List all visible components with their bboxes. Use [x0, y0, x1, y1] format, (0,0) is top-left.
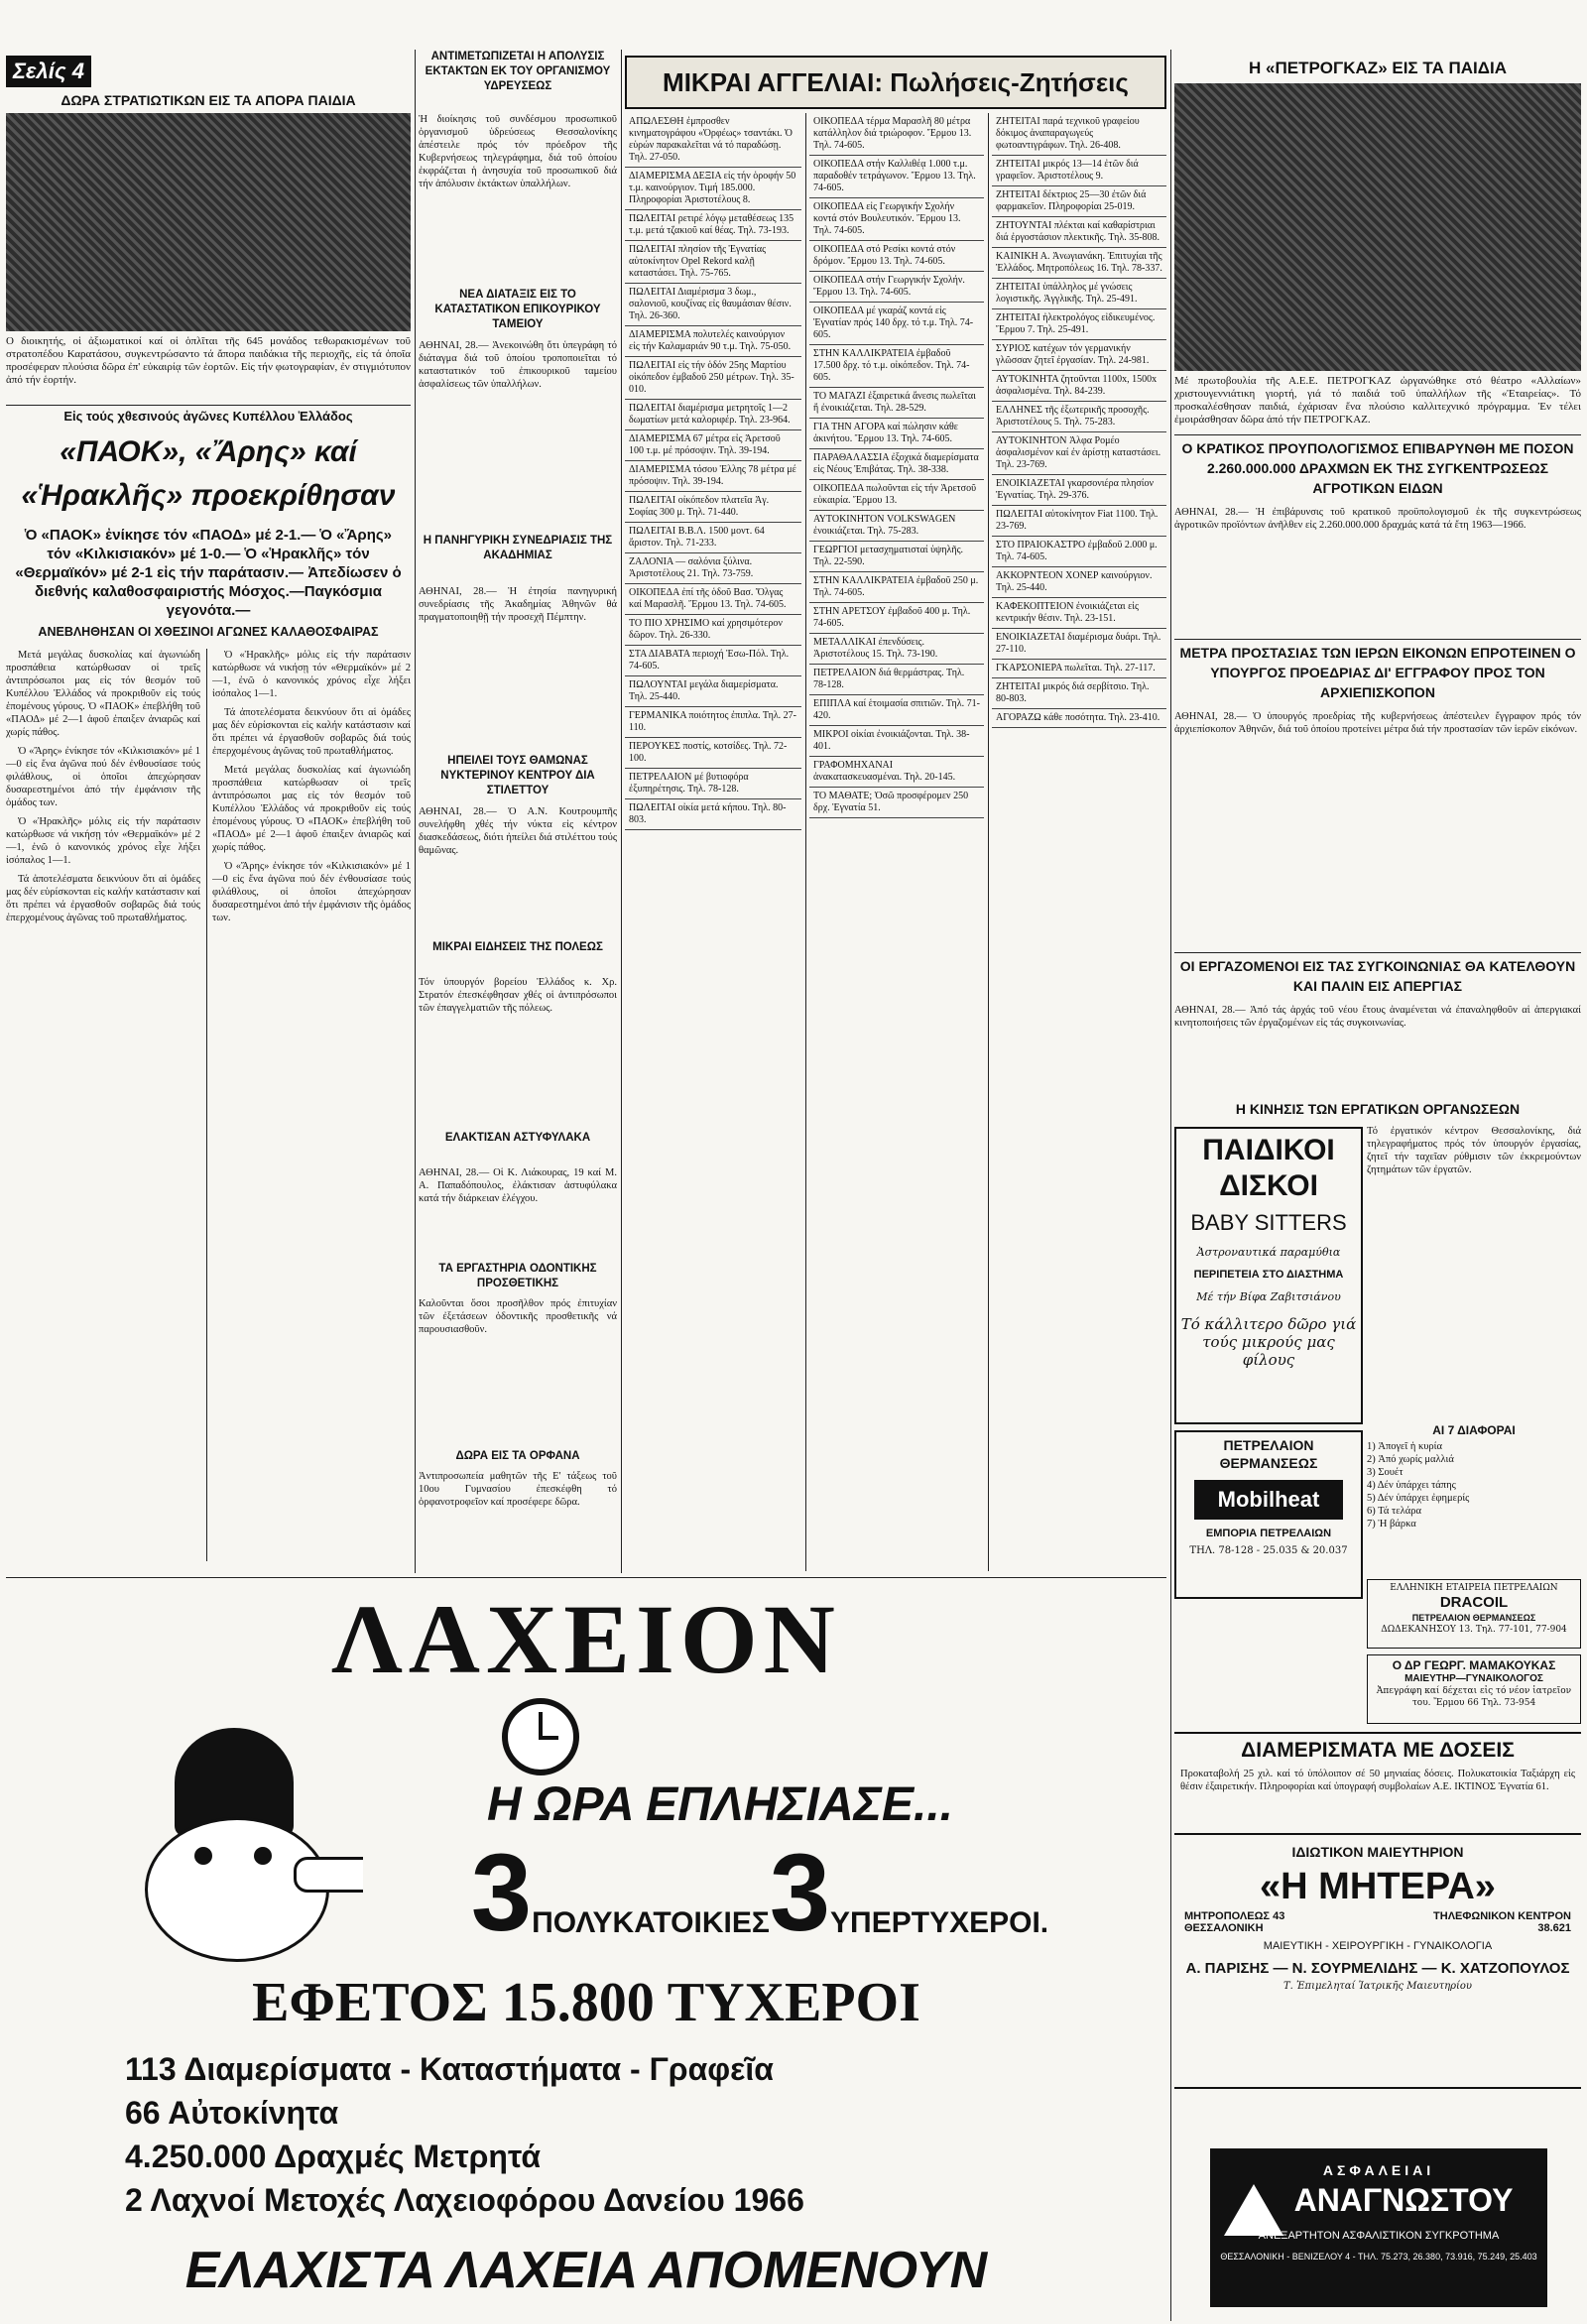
lottery-line2-b: ΥΠΕΡΤΥΧΕΡΟΙ.: [830, 1906, 1049, 1939]
diafores-item: 6) Τά τελάρα: [1367, 1506, 1421, 1517]
ad-mitera-t7: Α. ΠΑΡΙΣΗΣ — Ν. ΣΟΥΡΜΕΛΙΔΗΣ — Κ. ΧΑΤΖΟΠΟΥΛΟΣ: [1185, 1960, 1570, 1977]
classifieds: [625, 56, 1166, 1573]
lottery-line1: Η ΩΡΑ ΕΠΛΗΣΙΑΣΕ...: [487, 1778, 953, 1831]
ad-paidikoi-t5: ΠΕΡΙΠΕΤΕΙΑ ΣΤΟ ΔΙΑΣΤΗΜΑ: [1193, 1269, 1344, 1281]
sport-headline: «ΠΑΟΚ», «Ἄρης» καί «Ἡρακλῆς» προεκρίθησαν: [21, 435, 396, 512]
lottery-prize: 66 Αὐτοκίνητα: [125, 2095, 339, 2131]
diafores-item: 5) Δέν ὑπάρχει ἐφημερίς: [1367, 1493, 1470, 1504]
col2-h7: ΤΑ ΕΡΓΑΣΤΗΡΙΑ ΟΔΟΝΤΙΚΗΣ ΠΡΟΣΘΕΤΙΚΗΣ: [438, 1263, 597, 1289]
ad-dracoil: [1367, 1579, 1581, 1649]
ad-mobilheat-brand: Mobilheat: [1194, 1480, 1343, 1520]
classifieds-banner: ΜΙΚΡΑΙ ΑΓΓΕΛΙΑΙ: Πωλήσεις-Ζητήσεις: [625, 56, 1166, 109]
ad: ΑΥΤΟΚΙΝΗΤΟΝ VOLKSWAGEN ἐνοικιάζεται. Τηλ. 75-283.: [809, 511, 984, 542]
col2-h2: ΝΕΑ ΔΙΑΤΑΞΙΣ ΕΙΣ ΤΟ ΚΑΤΑΣΤΑΤΙΚΟΝ ΕΠΙΚΟΥΡΙΚΟΥ ΤΑΜΕΙΟΥ: [434, 289, 601, 330]
col1-title: ΔΩΡΑ ΣΤΡΑΤΙΩΤΙΚΩΝ ΕΙΣ ΤΑ ΑΠΟΡΑ ΠΑΙΔΙΑ: [61, 92, 356, 108]
ad: ΠΩΛΕΙΤΑΙ ρετιρέ λόγῳ μεταθέσεως 135 τ.μ. μετά τζακιοῦ καί θέας. Τηλ. 73-193.: [625, 210, 801, 241]
ad: ΟΙΚΟΠΕΔΑ τέρμα Μαρασλῆ 80 μέτρα κατάλληλον διά τριώροφον. Ἔρμου 13. Τηλ. 74-605.: [809, 113, 984, 156]
ad: ΠΩΛΕΙΤΑΙ Β.Β.Λ. 1500 μοντ. 64 ἄριστον. Τηλ. 71-233.: [625, 523, 801, 553]
ad: ΠΩΛΟΥΝΤΑΙ μεγάλα διαμερίσματα. Τηλ. 25-440.: [625, 676, 801, 707]
petrogaz-photo: [1174, 83, 1581, 371]
ad: ΓΙΑ ΤΗΝ ΑΓΟΡΑ καί πώλησιν κάθε ἀκινήτου. Ἔρμου 13. Τηλ. 74-605.: [809, 419, 984, 449]
diafores-title: ΑΙ 7 ΔΙΑΦΟΡΑΙ: [1432, 1424, 1516, 1437]
ad: ΠΕΤΡΕΛΑΙΟΝ διά θερμάστρας. Τηλ. 78-128.: [809, 665, 984, 695]
ad-mitera-t3: ΜΗΤΡΟΠΟΛΕΩΣ 43: [1184, 1910, 1285, 1922]
ad: ΟΙΚΟΠΕΔΑ ἐπί τῆς ὁδοῦ Βασ. Ὄλγας καί Μαρασλῆ. Ἔρμου 13. Τηλ. 74-605.: [625, 584, 801, 615]
col1-caption: Ο διοικητής, οἱ ἀξιωματικοί καί οἱ ὁπλῖται τῆς 645 μονάδος τεθωρακισμένων τοῦ στρατοπέδου Καρατάσου, συγκεντρώσαντο τά ἄπορα παιδάκια τῆς περιοχῆς, εἰς τά ὁποῖα προσέφεραν πλούσια δῶρα ἐπ' εὐκαιρίᾳ τῶν ἑορτῶν. Εἰς τήν φωτογραφίαν, ἐν στιγμιότυπον ἀπό τήν ἑορτήν.: [6, 335, 411, 386]
ad: ΖΗΤΕΙΤΑΙ δέκτριος 25—30 ἐτῶν διά φαρμακεῖον. Πληροφορίαι 25-019.: [992, 186, 1166, 217]
ad-dracoil-t2: DRACOIL: [1439, 1594, 1509, 1611]
ad-7-diafores: [1367, 1424, 1581, 1573]
diafores-item: 3) Σουέτ: [1367, 1467, 1404, 1478]
ad: ΟΙΚΟΠΕΔΑ πωλοῦνται εἰς τήν Ἀρετσοῦ εὐκαιρία. Ἔρμου 13.: [809, 480, 984, 511]
ad: ΑΚΚΟΡΝΤΕΟΝ ΧΟΝΕΡ καινούργιον. Τηλ. 25-440.: [992, 567, 1166, 598]
ad: ΖΗΤΕΙΤΑΙ μικρός διά σερβίτσιο. Τηλ. 80-803.: [992, 678, 1166, 709]
ad-paidikoi-t6: Μέ τήν Βίφα Ζαβιτσιάνου: [1196, 1290, 1341, 1303]
ad-paidikoi-diskoi: [1174, 1127, 1363, 1424]
ad: ΚΑΦΕΚΟΠΤΕΙΟΝ ἐνοικιάζεται εἰς κεντρικήν θέσιν. Τηλ. 23-151.: [992, 598, 1166, 629]
col2-h3: Η ΠΑΝΗΓΥΡΙΚΗ ΣΥΝΕΔΡΙΑΣΙΣ ΤΗΣ ΑΚΑΔΗΜΙΑΣ: [423, 535, 613, 561]
ad: ΔΙΑΜΕΡΙΣΜΑ τόσου Ἐλλης 78 μέτρα μέ πρόσοψιν. Τηλ. 39-194.: [625, 461, 801, 492]
ad: ΟΙΚΟΠΕΔΑ στήν Καλλιθέᾳ 1.000 τ.μ. παραδοθέν τετράγωνον. Ἔρμου 13. Τηλ. 74-605.: [809, 156, 984, 198]
ad: ΑΥΤΟΚΙΝΗΤΟΝ Ἀλφα Ρομέο ἀσφαλισμένον καί ἐν ἀρίστῃ καταστάσει. Τηλ. 23-769.: [992, 432, 1166, 475]
col2-h8: ΔΩΡΑ ΕΙΣ ΤΑ ΟΡΦΑΝΑ: [455, 1450, 580, 1462]
ad-paidikoi-t3: BABY SITTERS: [1190, 1210, 1347, 1235]
ad-paidikoi-t4: Ἀστροναυτικά παραμύθια: [1196, 1246, 1341, 1259]
col2-h5: ΜΙΚΡΑΙ ΕΙΔΗΣΕΙΣ ΤΗΣ ΠΟΛΕΩΣ: [432, 941, 603, 953]
ad: ΠΩΛΕΙΤΑΙ αὐτοκίνητον Fiat 1100. Τηλ. 23-769.: [992, 506, 1166, 537]
ad-mitera-t1: ΙΔΙΩΤΙΚΟΝ ΜΑΙΕΥΤΗΡΙΟΝ: [1291, 1844, 1464, 1860]
col5-body3: ΑΘΗΝΑΙ, 28.— Ἀπό τάς ἀρχάς τοῦ νέου ἔτους ἀναμένεται νά ἐπαναληφθοῦν αἱ ἀπεργιακαί κινητοποιήσεις τῶν ἐργαζομένων εἰς τάς συγκοινωνίας.: [1174, 1005, 1581, 1029]
ad: ΖΗΤΕΙΤΑΙ ἠλεκτρολόγος εἰδικευμένος. Ἔρμου 7. Τηλ. 25-491.: [992, 309, 1166, 340]
col5-title: Η «ΠΕΤΡΟΓΚΑΖ» ΕΙΣ ΤΑ ΠΑΙΔΙΑ: [1249, 59, 1507, 77]
soldiers-photo: [6, 113, 411, 331]
ad: ΓΕΡΜΑΝΙΚΑ ποιότητος ἐπιπλα. Τηλ. 27-110.: [625, 707, 801, 738]
ad: ΜΙΚΡΟΙ οἰκίαι ἐνοικιάζονται. Τηλ. 38-401.: [809, 726, 984, 757]
ad: ΜΕΤΑΛΛΙΚΑΙ ἐπενδύσεις. Ἀριστοτέλους 15. Τηλ. 73-190.: [809, 634, 984, 665]
sport-kicker: Εἰς τούς χθεσινούς ἀγῶνες Κυπέλλου Ἑλλάδος: [63, 409, 353, 424]
lottery-prize: 113 Διαμερίσματα - Καταστήματα - Γραφεῖα: [125, 2051, 774, 2087]
col5-caption: Μέ πρωτοβουλία τῆς Α.Ε.Ε. ΠΕΤΡΟΓΚΑΖ ὠργανώθηκε στό θέατρο «Αλλαίων» χριστουγεννιάτικη γιορτή, γιά τό παιδιά τοῦ ὑπαλλήλων τῆς «Ἑταιρείας». Τό προσκαλέσθησαν παιδιά, ἐχάρισαν ἕνα πλούσιο καλλιτεχνικό πρόγραμμα. Ἐν τέλει ἐμοιράσθησαν δῶρα ἀπό τήν ΠΕΤΡΟΓΚΑΖ.: [1174, 375, 1581, 426]
ad-doseis-title: ΔΙΑΜΕΡΙΣΜΑΤΑ ΜΕ ΔΟΣΕΙΣ: [1241, 1739, 1515, 1762]
ad: ΤΟ ΠΙΟ ΧΡΗΣΙΜΟ καί χρησιμότερον δῶρον. Τηλ. 26-330.: [625, 615, 801, 646]
ad-mobilheat-t1: ΠΕΤΡΕΛΑΙΟΝ ΘΕΡΜΑΝΣΕΩΣ: [1219, 1437, 1318, 1471]
col2-body: Ἡ διοίκησις τοῦ συνδέσμου προσωπικοῦ ὀργανισμοῦ ὑδρεύσεως Θεσσαλονίκης ἀπέστειλε πρός τόν πρόεδρον τῆς Κυβερνήσεως τηλεγράφημα, διά τοῦ ὁποίου ἐκφράζεται ἡ ἀνησυχία τοῦ προσωπικοῦ διά τήν ἀπόλυσιν ἐκτάκτων ὑπαλλήλων.: [419, 114, 617, 189]
col5-h1: Ο ΚΡΑΤΙΚΟΣ ΠΡΟΥΠΟΛΟΓΙΣΜΟΣ ΕΠΙΒΑΡΥΝΘΗ ΜΕ ΠΟΣΟΝ 2.260.000.000 ΔΡΑΧΜΩΝ ΕΚ ΤΗΣ ΣΥΓΚΕΝΤΡΩΣΕΩΣ ΑΓΡΟΤΙΚΩΝ ΕΙΔΩΝ: [1181, 440, 1574, 496]
ads-col-b: [809, 113, 984, 1571]
ad: ΑΥΤΟΚΙΝΗΤΑ ζητοῦνται 1100x, 1500x ἀσφαλισμένα. Τηλ. 84-239.: [992, 371, 1166, 402]
ad: ΖΗΤΕΙΤΑΙ μικρός 13—14 ἐτῶν διά γραφεῖον. Ἀριστοτέλους 9.: [992, 156, 1166, 186]
sport-body-cont: Ὁ «Ἡρακλῆς» μόλις εἰς τήν παράτασιν κατώρθωσε νά νικήσῃ τόν «Θερμαϊκόν» μέ 2—1, ἐνῶ ὁ κανονικός χρόνος εἶχε λήξει ἰσόπαλος 1—1. Τά ἀποτελέσματα δεικνύουν ὅτι αἱ ὁμάδες μας δέν εὑρίσκονται εἰς καλήν κατάστασιν καί ὅτι πρέπει νά ἐργασθοῦν σοβαρῶς διά τούς ἐπερχομένους ἀγῶνας τοῦ πρωταθλήματος. Μετά μεγάλας δυσκολίας καί ἀγωνιώδη προσπάθεια κατώρθωσαν οἱ τρεῖς ἀντιπρόσωποι μας εἰς τόν θεσμόν τοῦ Κυπέλλου Ἑλλάδος νά προκριθοῦν εἰς τούς ἑπομένους γύρους. Ὁ «ΠΑΟΚ» ἐπεβλήθη τοῦ «ΠΑΟΔ» μέ 2—1 ἀφοῦ ἐπαιξεν ἀνιαρῶς καί χωρίς πάθος. Ὁ «Ἄρης» ἐνίκησε τόν «Κιλκισιακόν» μέ 1—0 εἰς ἕνα ἀγῶνα πού δέν ἐνθουσίασε τούς φιλάθλους, οἱ ὁποῖοι ἀπεχώρησαν δυσαρεστημένοι ἀπό τήν ἐμφάνισιν τῆς ὁμάδος των.: [212, 650, 411, 923]
ad: ΣΤΗΝ ΚΑΛΛΙΚΡΑΤΕΙΑ ἐμβαδοῦ 17.500 δρχ. τό τ.μ. οἰκόπεδον. Τηλ. 74-605.: [809, 345, 984, 388]
ad-mitera-t2: «Η ΜΗΤΕΡΑ»: [1260, 1866, 1496, 1907]
ad: ΠΩΛΕΙΤΑΙ πλησίον τῆς Ἐγνατίας αὐτοκίνητον Opel Rekord καλῇ καταστάσει. Τηλ. 75-765.: [625, 241, 801, 284]
ad: ΖΗΤΕΙΤΑΙ ὑπάλληλος μέ γνώσεις λογιστικῆς. Ἀγγλικῆς. Τηλ. 25-491.: [992, 279, 1166, 309]
ad-dracoil-t4: ΔΩΔΕΚΑΝΗΣΟΥ 13. Τηλ. 77-101, 77-904: [1381, 1625, 1567, 1635]
ad: ΤΟ ΜΑΓΑΖΙ ἐξαιρετικά ἄνεσις πωλεῖται ἤ ἐνοικιάζεται. Τηλ. 28-529.: [809, 388, 984, 419]
lottery-prizes: [125, 2047, 1117, 2226]
ad-mobilheat-t2: ΕΜΠΟΡΙΑ ΠΕΤΡΕΛΑΙΩΝ: [1205, 1528, 1332, 1539]
ad: ΖΑΛΟΝΙΑ — σαλόνια ξύλινα. Ἀριστοτέλους 21. Τηλ. 73-759.: [625, 553, 801, 584]
ad: ΠΕΤΡΕΛΑΙΟΝ μέ βυτιοφόρα ἐξυπηρέτησις. Τηλ. 78-128.: [625, 769, 801, 799]
column-right: [1174, 56, 1581, 2317]
ad-doctor-t1: Ο ΔΡ ΓΕΩΡΓ. ΜΑΜΑΚΟΥΚΑΣ: [1392, 1658, 1556, 1672]
triangle-logo-icon: [1224, 2184, 1283, 2236]
ad: ΣΤΟ ΠΡΑΙΟΚΑΣΤΡΟ ἐμβαδοῦ 2.000 μ. Τηλ. 74-605.: [992, 537, 1166, 567]
ad: ΠΩΛΕΙΤΑΙ διαμέρισμα μετρητοῖς 1—2 δωματίων μετά καλοριφέρ. Τηλ. 23-964.: [625, 400, 801, 430]
ad: ΓΚΑΡΣΟΝΙΕΡΑ πωλεῖται. Τηλ. 27-117.: [992, 660, 1166, 678]
ad: ΠΑΡΑΘΑΛΑΣΣΙΑ ἐξοχικά διαμερίσματα εἰς Νέους Ἐπιβάτας. Τηλ. 38-338.: [809, 449, 984, 480]
ad-mitera: [1174, 1841, 1581, 2089]
col5-h4: Η ΚΙΝΗΣΙΣ ΤΩΝ ΕΡΓΑΤΙΚΩΝ ΟΡΓΑΝΩΣΕΩΝ: [1235, 1101, 1521, 1117]
section-tag: Σελίς 4: [6, 56, 91, 87]
diafores-item: 2) Ἀπό χωρίς μαλλιά: [1367, 1454, 1454, 1465]
col2-body6: ΑΘΗΝΑΙ, 28.— Οἱ Κ. Λιάκουρας, 19 καί Μ. Α. Παπαδόπουλος, ἐλάκτισαν ἀστυφύλακα κατά τήν διάρκειαν ἐλέγχου.: [419, 1167, 617, 1204]
ad-mobilheat: [1174, 1430, 1363, 1599]
diafores-item: 7) Ἡ βάρκα: [1367, 1519, 1416, 1529]
col5-body4: Τό ἐργατικόν κέντρον Θεσσαλονίκης, διά τηλεγραφήματος πρός τόν ὑπουργόν ἐργασίας, ζητεῖ τήν ταχεῖαν ρύθμισιν τῶν ἐκκρεμούντων ζητημάτων τῶν ἐργατῶν.: [1367, 1126, 1581, 1175]
lottery-num-2: 3: [769, 1832, 831, 1948]
ad: ΟΙΚΟΠΕΔΑ μέ γκαράζ κοντά εἰς Ἐγνατίαν πρός 140 δρχ. τό τ.μ. Τηλ. 74-605.: [809, 303, 984, 345]
ad-mobilheat-t3: ΤΗΛ. 78-128 - 25.035 & 20.037: [1189, 1545, 1348, 1556]
ad-mitera-t5: ΤΗΛΕΦΩΝΙΚΟΝ ΚΕΝΤΡΟΝ 38.621: [1433, 1910, 1571, 1934]
sport-body: Μετά μεγάλας δυσκολίας καί ἀγωνιώδη προσπάθεια κατώρθωσαν οἱ τρεῖς ἀντιπρόσωποι μας εἰς τόν θεσμόν τοῦ Κυπέλλου Ἑλλάδος νά προκριθοῦν εἰς τούς ἑπομένους γύρους. Ὁ «ΠΑΟΚ» ἐπεβλήθη τοῦ «ΠΑΟΔ» μέ 2—1 ἀφοῦ ἐπαιξεν ἀνιαρῶς καί χωρίς πάθος. Ὁ «Ἄρης» ἐνίκησε τόν «Κιλκισιακόν» μέ 1—0 εἰς ἕνα ἀγῶνα πού δέν ἐνθουσίασε τούς φιλάθλους, οἱ ὁποῖοι ἀπεχώρησαν δυσαρεστημένοι ἀπό τήν ἐμφάνισιν τῆς ὁμάδος των. Ὁ «Ἡρακλῆς» μόλις εἰς τήν παράτασιν κατώρθωσε νά νικήσῃ τόν «Θερμαϊκόν» μέ 2—1, ἐνῶ ὁ κανονικός χρόνος εἶχε λήξει ἰσόπαλος 1—1. Τά ἀποτελέσματα δεικνύουν ὅτι αἱ ὁμάδες μας δέν εὑρίσκονται εἰς καλήν κατάστασιν καί ὅτι πρέπει νά ἐργασθοῦν σοβαρῶς διά τούς ἐπερχομένους ἀγῶνας τοῦ πρωταθλήματος.: [6, 650, 200, 923]
col2-body5: Τόν ὑπουργόν βορείου Ἑλλάδος κ. Χρ. Στρατόν ἐπεσκέφθησαν χθές οἱ ἀντιπρόσωποι τῶν ἐπαγγελματιῶν τῆς πόλεως.: [419, 977, 617, 1014]
ad: ΔΙΑΜΕΡΙΣΜΑ 67 μέτρα εἰς Ἀρετσοῦ 100 τ.μ. μέ πρόσοψιν. Τηλ. 39-194.: [625, 430, 801, 461]
ad: ΖΗΤΟΥΝΤΑΙ πλέκται καί καθαρίστριαι διά ἐργοστάσιον πλεκτικῆς. Τηλ. 35-808.: [992, 217, 1166, 248]
col2-h4: ΗΠΕΙΛΕΙ ΤΟΥΣ ΘΑΜΩΝΑΣ ΝΥΚΤΕΡΙΝΟΥ ΚΕΝΤΡΟΥ ΔΙΑ ΣΤΙΛΕΤΤΟΥ: [440, 755, 595, 796]
ad-doseis: [1174, 1732, 1581, 1835]
col2-body3: ΑΘΗΝΑΙ, 28.— Ἡ ἐτησία πανηγυρική συνεδρίασις τῆς Ἀκαδημίας Ἀθηνῶν θά πραγματοποιηθῇ τήν προσεχῆ Πέμπτην.: [419, 586, 617, 623]
lottery-num-1: 3: [470, 1832, 533, 1948]
ad-mitera-t4: ΘΕΣΣΑΛΟΝΙΚΗ: [1184, 1922, 1264, 1934]
ad-insurance-t1: ΑΣΦΑΛΕΙΑΙ: [1322, 2162, 1435, 2178]
clock-icon: [502, 1698, 579, 1775]
ad-paidikoi-t7: Τό κάλλιτερο δῶρο γιά τούς μικρούς μας φίλους: [1180, 1315, 1357, 1369]
ad-mitera-t8: Τ. Ἐπιμεληταί Ἰατρικῆς Μαιευτηρίου: [1282, 1981, 1473, 1992]
ad: ΓΡΑΦΟΜΗΧΑΝΑΙ ἀνακατασκευασμέναι. Τηλ. 20-145.: [809, 757, 984, 788]
ad: ΠΩΛΕΙΤΑΙ οἰκόπεδον πλατεῖα Ἀγ. Σοφίας 300 μ. Τηλ. 71-440.: [625, 492, 801, 523]
col2-title: ΑΝΤΙΜΕΤΩΠΙΖΕΤΑΙ Η ΑΠΟΛΥΣΙΣ ΕΚΤΑΚΤΩΝ ΕΚ ΤΟΥ ΟΡΓΑΝΙΣΜΟΥ ΥΔΡΕΥΣΕΩΣ: [425, 51, 611, 92]
ad-dracoil-t1: ΕΛΛΗΝΙΚΗ ΕΤΑΙΡΕΙΑ ΠΕΤΡΕΛΑΙΩΝ: [1390, 1583, 1558, 1593]
ads-col-c: [992, 113, 1166, 1571]
diafores-item: 4) Δέν ὑπάρχει τάπης: [1367, 1480, 1456, 1491]
ad: ΔΙΑΜΕΡΙΣΜΑ ΔΕΞΙΑ εἰς τήν ὁροφήν 50 τ.μ. καινούργιον. Τιμή 185.000. Πληροφορίαι Ἀριστοτέλους 8.: [625, 168, 801, 210]
col2-body7: Καλοῦνται ὅσοι προσῆλθον πρός ἐπιτυχίαν τῶν ἐξετάσεων ὀδοντικῆς προσθετικῆς νά παρουσιασθοῦν.: [419, 1298, 617, 1335]
ad: ΠΩΛΕΙΤΑΙ εἰς τήν ὁδόν 25ης Μαρτίου οἰκόπεδον ἐμβαδοῦ 250 μέτρων. Τηλ. 35-010.: [625, 357, 801, 400]
ad: ΤΟ ΜΑΘΑΤΕ; Ὁσῶ προσφέρομεν 250 δρχ. Ἐγνατία 51.: [809, 788, 984, 818]
lottery-line3: ΕΦΕΤΟΣ 15.800 ΤΥΧΕΡΟΙ: [252, 1972, 920, 2033]
column-news: [419, 50, 617, 1573]
col2-body2: ΑΘΗΝΑΙ, 28.— Ἀνεκοινώθη ὅτι ὑπεγράφη τό διάταγμα διά τοῦ ὁποίου τροποποιεῖται τό καταστατικόν τοῦ ἐπικουρικοῦ ταμείου ἀσφαλίσεως τῶν ὑπαλλήλων.: [419, 340, 617, 390]
diafores-item: 1) Ἀπογεῖ ἡ κυρία: [1367, 1441, 1442, 1452]
ad: ΟΙΚΟΠΕΔΑ εἰς Γεωργικήν Σχολήν κοντά στόν Βουλευτικόν. Ἔρμου 13. Τηλ. 74-605.: [809, 198, 984, 241]
ad: ΟΙΚΟΠΕΔΑ στήν Γεωργικήν Σχολήν. Ἔρμου 13. Τηλ. 74-605.: [809, 272, 984, 303]
ad-insurance-t4: ΘΕΣΣΑΛΟΝΙΚΗ - ΒΕΝΙΖΕΛΟΥ 4 - ΤΗΛ. 75.273, 26.380, 73.916, 75.249, 25.403: [1220, 2252, 1537, 2262]
ad: ΔΙΑΜΕΡΙΣΜΑ πολυτελές καινούργιον εἰς τήν Καλαμαριάν 90 τ.μ. Τηλ. 75-050.: [625, 326, 801, 357]
col5-h2: ΜΕΤΡΑ ΠΡΟΣΤΑΣΙΑΣ ΤΩΝ ΙΕΡΩΝ ΕΙΚΟΝΩΝ ΕΠΡΟΤΕΙΝΕΝ Ο ΥΠΟΥΡΓΟΣ ΠΡΟΕΔΡΙΑΣ ΔΙ' ΕΓΓΡΑΦΟΥ ΠΡΟΣ ΤΟΝ ΑΡΧΙΕΠΙΣΚΟΠΟΝ: [1179, 645, 1576, 700]
ad-paidikoi-t2: ΔΙΣΚΟΙ: [1219, 1169, 1318, 1202]
col5-body1: ΑΘΗΝΑΙ, 28.— Ἡ ἐπιβάρυνσις τοῦ κρατικοῦ προϋπολογισμοῦ ἐκ τῆς συγκεντρώσεως ἀγροτικῶν προϊόντων ἀνῆλθεν εἰς 2.260.000.000 δραχμάς κατά τά ἔτη 1963—1966.: [1174, 507, 1581, 531]
ad: ΟΙΚΟΠΕΔΑ στό Ρεσίκι κοντά στόν δρόμον. Ἔρμου 13. Τηλ. 74-605.: [809, 241, 984, 272]
lottery-footer: ΕΛΑΧΙΣΤΑ ΛΑΧΕΙΑ ΑΠΟΜΕΝΟΥΝ: [184, 2242, 988, 2299]
ad-mitera-t6: ΜΑΙΕΥΤΙΚΗ - ΧΕΙΡΟΥΡΓΙΚΗ - ΓΥΝΑΙΚΟΛΟΓΙΑ: [1263, 1940, 1493, 1952]
lottery-ad: [6, 1581, 1166, 2315]
ad-doctor-t3: Ἀπεγράφη καί δέχεται εἰς τό νέον ἰατρεῖον του. Ἔρμου 66 Τηλ. 73-954: [1376, 1686, 1572, 1708]
ad-insurance-t3: ΑΝΕΞΑΡΤΗΤΟΝ ΑΣΦΑΛΙΣΤΙΚΟΝ ΣΥΓΚΡΟΤΗΜΑ: [1258, 2230, 1500, 2242]
sport-subhead: ΑΝΕΒΛΗΘΗΣΑΝ ΟΙ ΧΘΕΣΙΝΟΙ ΑΓΩΝΕΣ ΚΑΛΑΘΟΣΦΑΙΡΑΣ: [38, 625, 379, 639]
ad: ΣΤΑ ΔΙΑΒΑΤΑ περιοχή Ἐσω-Πόλ. Τηλ. 74-605.: [625, 646, 801, 676]
ad-insurance-t2: ΑΝΑΓΝΩΣΤΟΥ: [1293, 2182, 1514, 2218]
ad: ΑΓΟΡΑΖΩ κάθε ποσότητα. Τηλ. 23-410.: [992, 709, 1166, 728]
col2-body4: ΑΘΗΝΑΙ, 28.— Ὁ Α.Ν. Κουτρουμπῆς συνελήφθη χθές τήν νύκτα εἰς κέντρον διασκεδάσεως, διότι ἠπείλει διά στιλέττου τούς θαμῶνας.: [419, 806, 617, 856]
ad: ΣΥΡΙΟΣ κατέχων τόν γερμανικήν γλῶσσαν ζητεῖ ἐργασίαν. Τηλ. 24-981.: [992, 340, 1166, 371]
ad: ΣΤΗΝ ΚΑΛΛΙΚΡΑΤΕΙΑ ἐμβαδοῦ 250 μ. Τηλ. 74-605.: [809, 572, 984, 603]
col5-h3: ΟΙ ΕΡΓΑΖΟΜΕΝΟΙ ΕΙΣ ΤΑΣ ΣΥΓΚΟΙΝΩΝΙΑΣ ΘΑ ΚΑΤΕΛΘΟΥΝ ΚΑΙ ΠΑΛΙΝ ΕΙΣ ΑΠΕΡΓΙΑΣ: [1179, 958, 1576, 994]
lottery-title: ΛΑΧΕΙΟΝ: [331, 1585, 841, 1694]
ad: ΕΛΛΗΝΕΣ τῆς ἐξωτερικῆς προσοχῆς. Ἀριστοτέλους 5. Τηλ. 75-283.: [992, 402, 1166, 432]
col2-body8: Ἀντιπροσωπεία μαθητῶν τῆς Ε' τάξεως τοῦ 10ου Γυμνασίου ἐπεσκέφθη τό ὀρφανοτροφεῖον καί προσέφερε δῶρα.: [419, 1471, 617, 1508]
lottery-line2: [363, 1829, 1157, 1948]
column-left: [6, 56, 411, 1573]
ad: ΑΠΩΛΕΣΘΗ ἐμπροσθεν κινηματογράφου «Ὀρφέως» τσαντάκι. Ὁ εὑρών παρακαλεῖται νά τό παραδώσῃ. Τηλ. 27-050.: [625, 113, 801, 168]
santa-illustration: [115, 1728, 363, 1966]
ad: ΖΗΤΕΙΤΑΙ παρά τεχνικοῦ γραφείου δόκιμος ἀναπαραγωγεύς φωτοαντιγράφων. Τηλ. 26-408.: [992, 113, 1166, 156]
ad-doctor: [1367, 1654, 1581, 1724]
lottery-line2-a: ΠΟΛΥΚΑΤΟΙΚΙΕΣ: [532, 1906, 770, 1939]
ad-doseis-body: Προκαταβολή 25 χιλ. καί τό ὑπόλοιπον σέ 50 μηνιαίας δόσεις. Πολυκατοικία Ταξιάρχη εἰς θέσιν ἐξαιρετικήν. Πληροφορίαι καί ὑπογραφή συμβολαίων Α.Ε. ΙΚΤΙΝΟΣ Ἐγνατία 61.: [1180, 1769, 1575, 1792]
ads-col-a: [625, 113, 801, 1571]
ad-paidikoi-t1: ΠΑΙΔΙΚΟΙ: [1202, 1134, 1335, 1166]
lottery-prize: 4.250.000 Δραχμές Μετρητά: [125, 2139, 542, 2174]
ad: ΕΠΙΠΛΑ καί ἑτοιμασία σπιτιῶν. Τηλ. 71-420.: [809, 695, 984, 726]
lottery-prize: 2 Λαχνοί Μετοχές Λαχειοφόρου Δανείου 1966: [125, 2182, 804, 2218]
col5-body2: ΑΘΗΝΑΙ, 28.— Ὁ ὑπουργός προεδρίας τῆς κυβερνήσεως ἀπέστειλεν ἔγγραφον πρός τόν ἀρχιεπίσκοπον Ἀθηνῶν, διά τοῦ ὁποίου προτείνει μέτρα διά τήν προστασίαν τῶν ἱερῶν εἰκόνων.: [1174, 711, 1581, 735]
ad: ΚΑΙΝΙΚΗ Α. Ἀνωγιανάκη. Ἐπιτυχίαι τῆς Ἑλλάδος. Μητροπόλεως 16. Τηλ. 78-337.: [992, 248, 1166, 279]
ad-insurance: [1210, 2148, 1547, 2307]
ad: ΠΩΛΕΙΤΑΙ οἰκία μετά κήπου. Τηλ. 80-803.: [625, 799, 801, 830]
ad: ΕΝΟΙΚΙΑΖΕΤΑΙ γκαρσονιέρα πλησίον Ἐγνατίας. Τηλ. 29-376.: [992, 475, 1166, 506]
ad: ΓΕΩΡΓΙΟΙ μετασχηματισταί ὑψηλῆς. Τηλ. 22-590.: [809, 542, 984, 572]
col2-h6: ΕΛΑΚΤΙΣΑΝ ΑΣΤΥΦΥΛΑΚΑ: [444, 1132, 591, 1144]
sport-deck: Ὁ «ΠΑΟΚ» ἐνίκησε τόν «ΠΑΟΔ» μέ 2-1.— Ὁ «Ἄρης» τόν «Κιλκισιακόν» μέ 1-0.— Ὁ «Ἡρακλῆς» τόν «Θερμαϊκόν» μέ 2-1 εἰς τήν παράτασιν.— Ἀπεδίωσεν ὁ διεθνής καλαθοσφαιριστής Μόσχος.—Παγκόσμια γεγονότα.—: [15, 527, 402, 619]
ad: ΕΝΟΙΚΙΑΖΕΤΑΙ διαμέρισμα δυάρι. Τηλ. 27-110.: [992, 629, 1166, 660]
ad-dracoil-t3: ΠΕΤΡΕΛΑΙΟΝ ΘΕΡΜΑΝΣΕΩΣ: [1411, 1613, 1536, 1623]
ad-doctor-t2: ΜΑΙΕΥΤΗΡ—ΓΥΝΑΙΚΟΛΟΓΟΣ: [1404, 1673, 1543, 1684]
ad: ΠΩΛΕΙΤΑΙ Διαμέρισμα 3 δωμ., σαλονιοῦ, κουζίνας εἰς θαυμάσιαν θέσιν. Τηλ. 26-360.: [625, 284, 801, 326]
ad: ΣΤΗΝ ΑΡΕΤΣΟΥ ἐμβαδοῦ 400 μ. Τηλ. 74-605.: [809, 603, 984, 634]
ad: ΠΕΡΟΥΚΕΣ ποστίς, κοτσίδες. Τηλ. 72-100.: [625, 738, 801, 769]
